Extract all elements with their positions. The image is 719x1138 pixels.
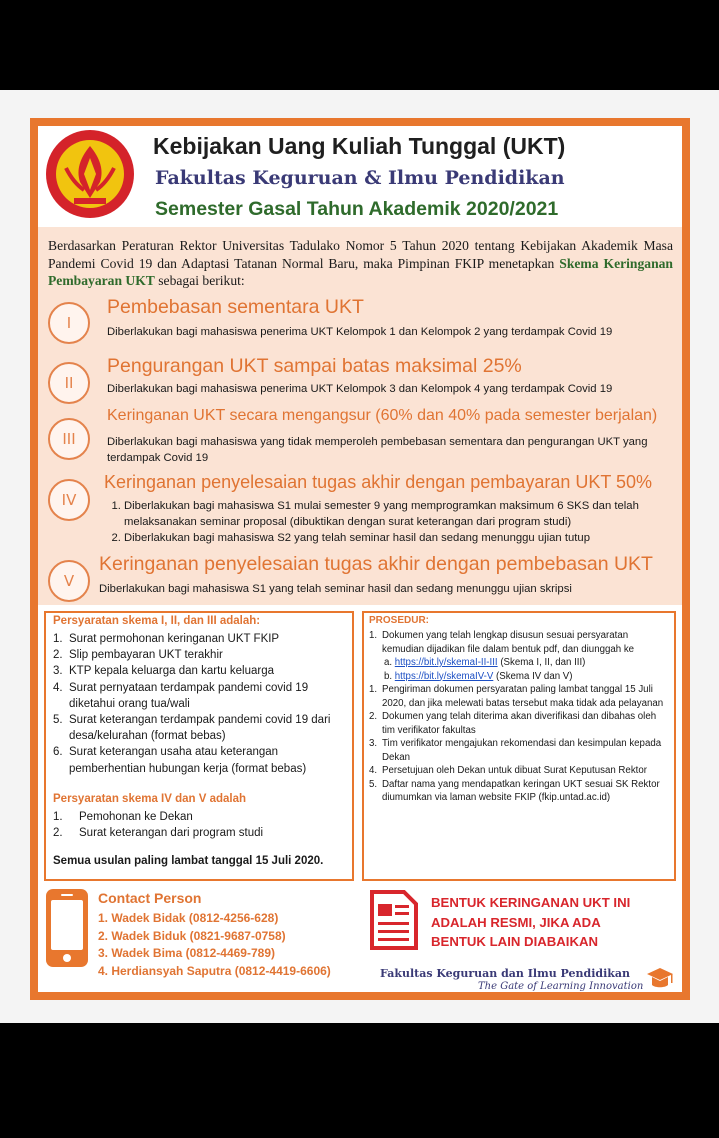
contact-list	[98, 910, 331, 981]
list-item: 2. Surat keterangan dari program studi	[53, 827, 264, 840]
scheme-2-badge: II	[48, 362, 90, 404]
official-notice: BENTUK KERINGANAN UKT INI ADALAH RESMI, JIKA ADA BENTUK LAIN DIABAIKAN	[431, 895, 631, 949]
procedure-step: 5. Daftar nama yang mendapatkan keringan UKT sesuai SK Rektor diumumkan via laman website FKIP (fkip.untad.ac.id)	[369, 778, 660, 803]
scheme-4-item: 2. Diberlakukan bagi mahasiswa S2 yang telah seminar hasil dan sedang menunggu ujian tutup	[124, 530, 669, 546]
procedure-step: 1. Dokumen yang telah lengkap disusun sesuai persyaratan kemudian dijadikan file dalam bentuk pdf, dan diunggah ke	[369, 630, 635, 655]
list-item: 1. Pemohonan ke Dekan	[53, 811, 193, 823]
skema-iv-v-link[interactable]: https://bit.ly/skemaIV-V	[394, 670, 494, 682]
deadline-note: Semua usulan paling lambat tanggal 15 Juli 2020.	[53, 855, 324, 867]
requirements-a-list	[53, 631, 345, 777]
procedure-step: 2. Dokumen yang telah diterima akan diverifikasi dan dibahas oleh tim verifikator fakultas	[369, 711, 657, 736]
requirements-b-title: Persyaratan skema IV dan V adalah	[53, 793, 247, 805]
scheme-3-desc: Diberlakukan bagi mahasiswa yang tidak memperoleh pembebasan sementara dan pengurangan UKT yang terdampak Covid 19	[107, 436, 648, 464]
contact-item: 2. Wadek Biduk (0821-9687-0758)	[98, 928, 286, 943]
page-title: Kebijakan Uang Kuliah Tunggal (UKT)	[153, 133, 566, 159]
footer-faculty: Fakultas Keguruan dan Ilmu Pendidikan	[380, 967, 631, 980]
skema-i-iii-link[interactable]: https://bit.ly/skemaI-II-III	[394, 657, 498, 668]
scheme-1-badge: I	[48, 302, 90, 344]
tadulako-seal-icon	[44, 128, 136, 220]
scheme-5-desc: Diberlakukan bagi mahasiswa S1 yang telah seminar hasil dan sedang menunggu ujian skripsi	[99, 583, 572, 595]
scheme-4-desc	[104, 498, 669, 546]
procedure-step: 3. Tim verifikator mengajukan rekomendasi dan kesimpulan kepada Dekan	[369, 738, 662, 763]
contact-item: 3. Wadek Bima (0812-4469-789)	[98, 946, 275, 961]
scheme-4-title: Keringanan penyelesaian tugas akhir dengan pembayaran UKT 50%	[104, 472, 653, 492]
faculty-subtitle: Fakultas Keguruan & Ilmu Pendidikan	[155, 167, 565, 189]
graduation-cap-icon	[645, 965, 675, 993]
scheme-1-title: Pembebasan sementara UKT	[107, 296, 364, 318]
scheme-5-title: Keringanan penyelesaian tugas akhir dengan pembebasan UKT	[99, 553, 653, 575]
procedure-step: 4. Persetujuan oleh Dekan untuk dibuat Surat Keputusan Rektor	[369, 765, 647, 776]
scheme-4-item: 1. Diberlakukan bagi mahasiswa S1 mulai semester 9 yang memprogramkan maksimum 6 SKS dan telah melaksanakan seminar proposal (dibuktikan dengan surat keterangan dari program studi)	[124, 498, 669, 530]
semester-subtitle: Semester Gasal Tahun Akademik 2020/2021	[155, 198, 559, 220]
scheme-3-badge: III	[48, 418, 90, 460]
list-item: 5. Surat keterangan terdampak pandemi covid 19 dari desa/kelurahan (format bebas)	[53, 714, 331, 743]
scheme-3-title: Keringanan UKT secara mengangsur (60% dan 40% pada semester berjalan)	[107, 407, 658, 424]
scheme-5-badge: V	[48, 560, 90, 602]
contact-title: Contact Person	[98, 890, 202, 906]
list-item: 4. Surat pernyataan terdampak pandemi covid 19 diketahui orang tua/wali	[53, 681, 309, 710]
procedure-step: 1. Pengiriman dokumen persyaratan paling lambat tanggal 15 Juli 2020, dan jika melewati batas tersebut maka tidak ada pelayanan	[369, 684, 664, 709]
phone-icon	[46, 889, 88, 967]
list-item: 1. Surat permohonan keringanan UKT FKIP	[53, 633, 280, 645]
footer-tagline: The Gate of Learning Innovation	[478, 981, 644, 992]
requirements-b-list	[53, 809, 345, 841]
list-item: 6. Surat keterangan usaha atau keterangan pemberhentian hubungan kerja (format bebas)	[53, 746, 307, 775]
scheme-2-title: Pengurangan UKT sampai batas maksimal 25%	[107, 355, 522, 377]
intro-paragraph: Berdasarkan Peraturan Rektor Universitas Tadulako Nomor 5 Tahun 2020 tentang Kebijakan Akademik Masa Pandemi Covid 19 dan Adaptasi Tatanan Normal Baru, maka Pimpinan FKIP menetapkan Skema Keringanan Pembayaran UKT sebagai berikut:	[48, 238, 673, 288]
scheme-4-badge: IV	[48, 479, 90, 521]
requirements-a-title: Persyaratan skema I, II, dan III adalah:	[53, 615, 261, 627]
contact-item: 4. Herdiansyah Saputra (0812-4419-6606)	[98, 964, 331, 979]
scheme-2-desc: Diberlakukan bagi mahasiswa penerima UKT Kelompok 3 dan Kelompok 4 yang terdampak Covid 19	[107, 383, 613, 395]
contact-item: 1. Wadek Bidak (0812-4256-628)	[98, 911, 279, 925]
procedure-link-row: a. https://bit.ly/skemaI-II-III (Skema I, II, dan III)	[384, 657, 586, 668]
procedure-title: PROSEDUR:	[369, 615, 430, 626]
list-item: 3. KTP kepala keluarga dan kartu keluarga	[53, 665, 275, 678]
scheme-highlight: Skema Keringanan Pembayaran UKT	[48, 255, 673, 288]
list-item: 2. Slip pembayaran UKT terakhir	[53, 649, 223, 662]
document-icon	[368, 890, 420, 950]
procedure-link-row: b. https://bit.ly/skemaIV-V (Skema IV dan V)	[384, 670, 573, 682]
procedure-list	[369, 629, 667, 805]
scheme-1-desc: Diberlakukan bagi mahasiswa penerima UKT Kelompok 1 dan Kelompok 2 yang terdampak Covid 19	[107, 326, 613, 338]
